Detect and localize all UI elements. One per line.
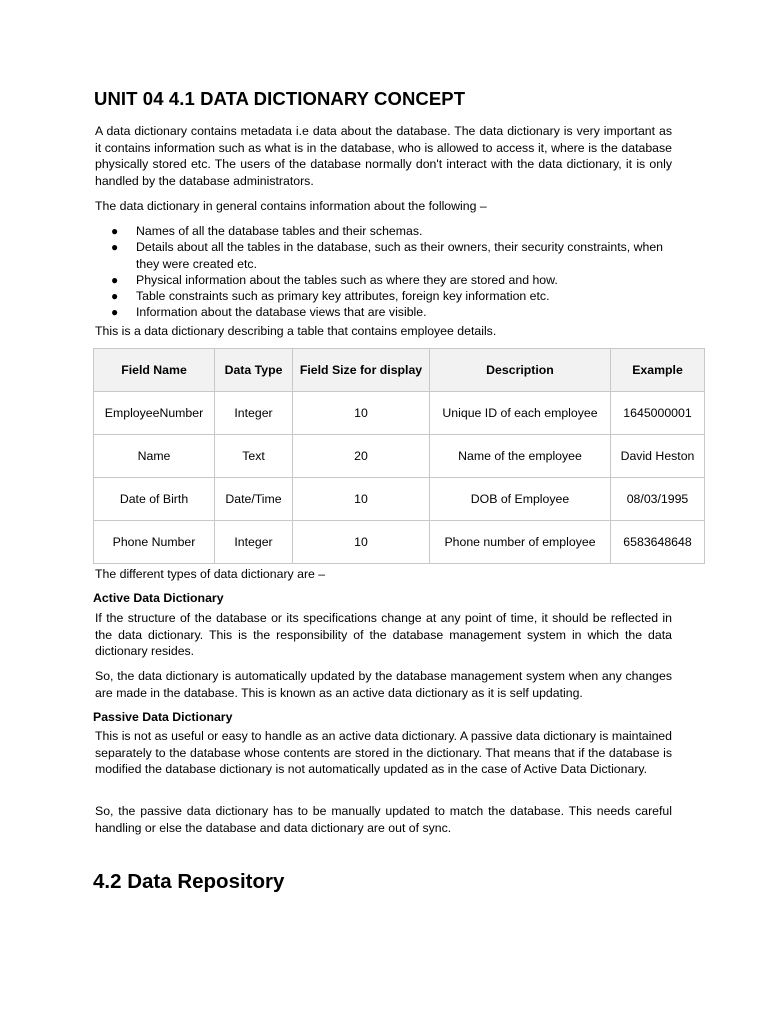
table-cell: Unique ID of each employee — [430, 392, 611, 435]
table-cell: Name of the employee — [430, 435, 611, 478]
table-row — [94, 478, 705, 521]
table-cell: 20 — [293, 435, 430, 478]
table-cell: Phone Number — [94, 521, 215, 564]
table-cell: Integer — [215, 521, 293, 564]
passive-dictionary-heading: Passive Data Dictionary — [93, 710, 233, 724]
list-item: ● Physical information about the tables such as where they are stored and how. — [111, 272, 558, 287]
table-row — [94, 521, 705, 564]
table-cell: 10 — [293, 392, 430, 435]
table-intro-text: This is a data dictionary describing a table that contains employee details. — [95, 324, 497, 338]
table-row — [94, 392, 705, 435]
table-cell: EmployeeNumber — [94, 392, 215, 435]
table-cell: Name — [94, 435, 215, 478]
types-intro-text: The different types of data dictionary are – — [95, 567, 326, 581]
active-paragraph-1: If the structure of the database or its specifications change at any point of time, it should be reflected in the data dictionary. This is the responsibility of the database management system in which the data dictionary resides. — [95, 611, 672, 658]
bullet-icon: ● — [111, 224, 119, 238]
table-cell: David Heston — [611, 435, 705, 478]
table-cell: 08/03/1995 — [611, 478, 705, 521]
table-cell: Phone number of employee — [430, 521, 611, 564]
list-item: ● Information about the database views that are visible. — [111, 305, 427, 320]
data-dictionary-table — [93, 348, 705, 564]
table-cell: Integer — [215, 392, 293, 435]
bullet-icon: ● — [111, 289, 119, 304]
unit-heading: UNIT 04 4.1 DATA DICTIONARY CONCEPT — [94, 88, 466, 109]
table-cell: Date of Birth — [94, 478, 215, 521]
list-item: ● Table constraints such as primary key attributes, foreign key information etc. — [111, 289, 550, 304]
column-header: Field Name — [94, 349, 215, 392]
table-row — [94, 435, 705, 478]
list-item: ● Details about all the tables in the database, such as their owners, their security constraints, when they were created etc. — [111, 240, 664, 271]
table-cell: 1645000001 — [611, 392, 705, 435]
bullet-icon: ● — [111, 305, 119, 320]
table-cell: Date/Time — [215, 478, 293, 521]
column-header: Description — [430, 349, 611, 392]
table-cell: 10 — [293, 478, 430, 521]
contents-bullet-list — [95, 223, 685, 321]
intro-paragraph: A data dictionary contains metadata i.e data about the database. The data dictionary is very important as it contains information such as what is in the database, who is allowed to access it, where is the database physically stored etc. The users of the database normally don't interact with the data dictionary, it is only handled by the database administrators. — [95, 124, 672, 188]
passive-paragraph-1: This is not as useful or easy to handle as an active data dictionary. A passive data dictionary is maintained separately to the database whose contents are stored in the dictionary. That means that if the database is modified the database dictionary is not automatically updated as in the case of Active Data Dictionary. — [95, 729, 672, 776]
table-header-row — [94, 349, 705, 392]
bullet-icon: ● — [111, 272, 119, 287]
table-cell: 6583648648 — [611, 521, 705, 564]
table-cell: 10 — [293, 521, 430, 564]
active-paragraph-2: So, the data dictionary is automatically updated by the database management system when any changes are made in the database. This is known as an active data dictionary as it is self updating. — [95, 669, 672, 700]
column-header: Data Type — [215, 349, 293, 392]
passive-paragraph-2: So, the passive data dictionary has to be manually updated to match the database. This needs careful handling or else the database and data dictionary are out of sync. — [95, 804, 672, 835]
list-item: ● Names of all the database tables and their schemas. — [111, 224, 423, 238]
table-cell: DOB of Employee — [430, 478, 611, 521]
active-dictionary-heading: Active Data Dictionary — [93, 591, 224, 605]
list-intro-text: The data dictionary in general contains information about the following – — [95, 199, 487, 213]
table-cell: Text — [215, 435, 293, 478]
section-heading: 4.2 Data Repository — [93, 870, 285, 893]
bullet-icon: ● — [111, 240, 119, 255]
column-header: Field Size for display — [293, 349, 430, 392]
column-header: Example — [611, 349, 705, 392]
